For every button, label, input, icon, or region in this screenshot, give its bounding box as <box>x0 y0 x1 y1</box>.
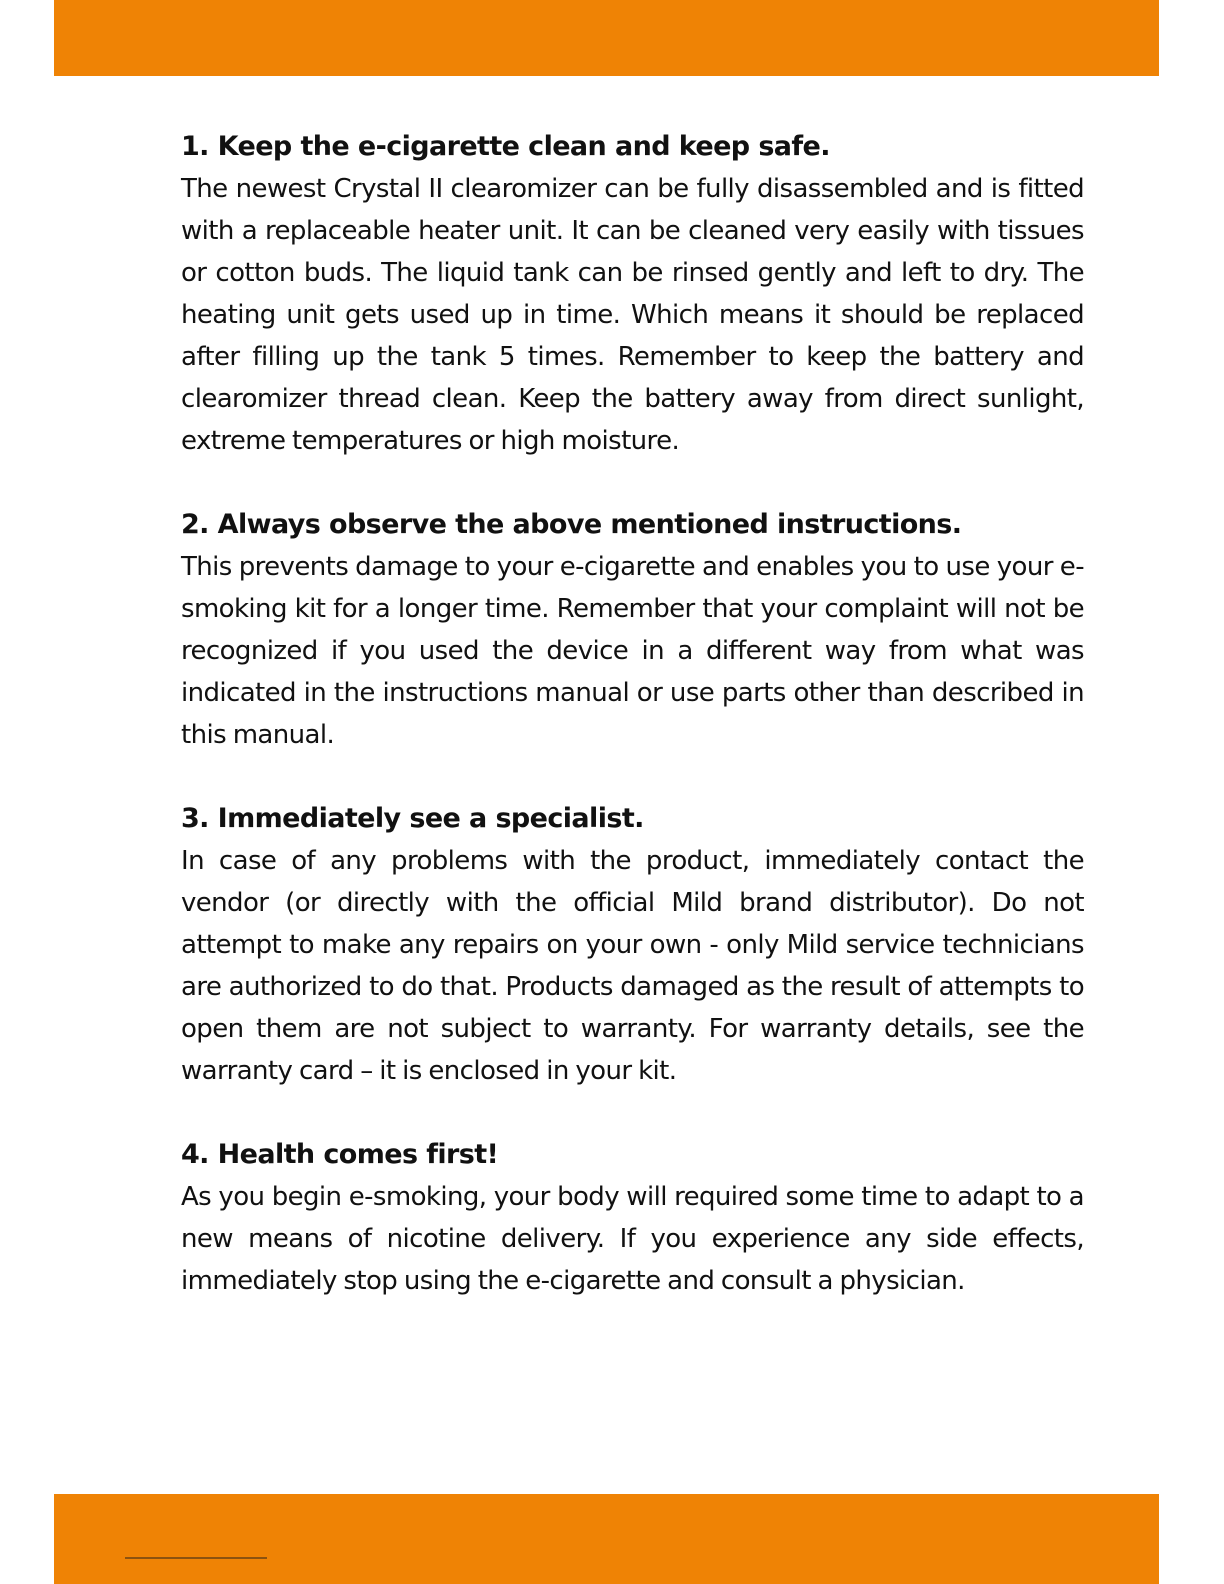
section-body: As you begin e-smoking, your body will required some time to adapt to a new means of nicotine delivery. If you experience any side effects, immediately stop using the e-cigarette and consult a physician. <box>181 1182 1084 1296</box>
section-body: In case of any problems with the product, immediately contact the vendor (or directly with the official Mild brand distributor). Do not attempt to make any repairs on your own - only Mild service technicians are authorized to do that. Products damaged as the result of attempts to open them are not subject to warranty. For warranty details, see the warranty card – it is enclosed in your kit. <box>181 846 1084 1086</box>
section-specialist <box>181 798 1084 1092</box>
section-health <box>181 1134 1084 1302</box>
section-heading: 1. Keep the e-cigarette clean and keep safe. <box>181 131 830 162</box>
section-heading: 2. Always observe the above mentioned instructions. <box>181 509 962 540</box>
section-heading: 3. Immediately see a specialist. <box>181 803 644 834</box>
page-content <box>181 126 1084 1344</box>
header-band <box>54 0 1159 76</box>
footer-band <box>54 1494 1159 1584</box>
footer-divider <box>125 1557 267 1559</box>
section-body: This prevents damage to your e-cigarette and enables you to use your e-smoking kit for a longer time. Remember that your complaint will not be recognized if you used the device in a different way from what was indicated in the instructions manual or use parts other than described in this manual. <box>181 552 1084 750</box>
section-body: The newest Crystal II clearomizer can be fully disassembled and is fitted with a replaceable heater unit. It can be cleaned very easily with tissues or cotton buds. The liquid tank can be rinsed gently and left to dry. The heating unit gets used up in time. Which means it should be replaced after filling up the tank 5 times. Remember to keep the battery and clearomizer thread clean. Keep the battery away from direct sunlight, extreme temperatures or high moisture. <box>181 174 1084 456</box>
section-instructions <box>181 504 1084 756</box>
section-cleaning <box>181 126 1084 462</box>
section-heading: 4. Health comes first! <box>181 1139 499 1170</box>
